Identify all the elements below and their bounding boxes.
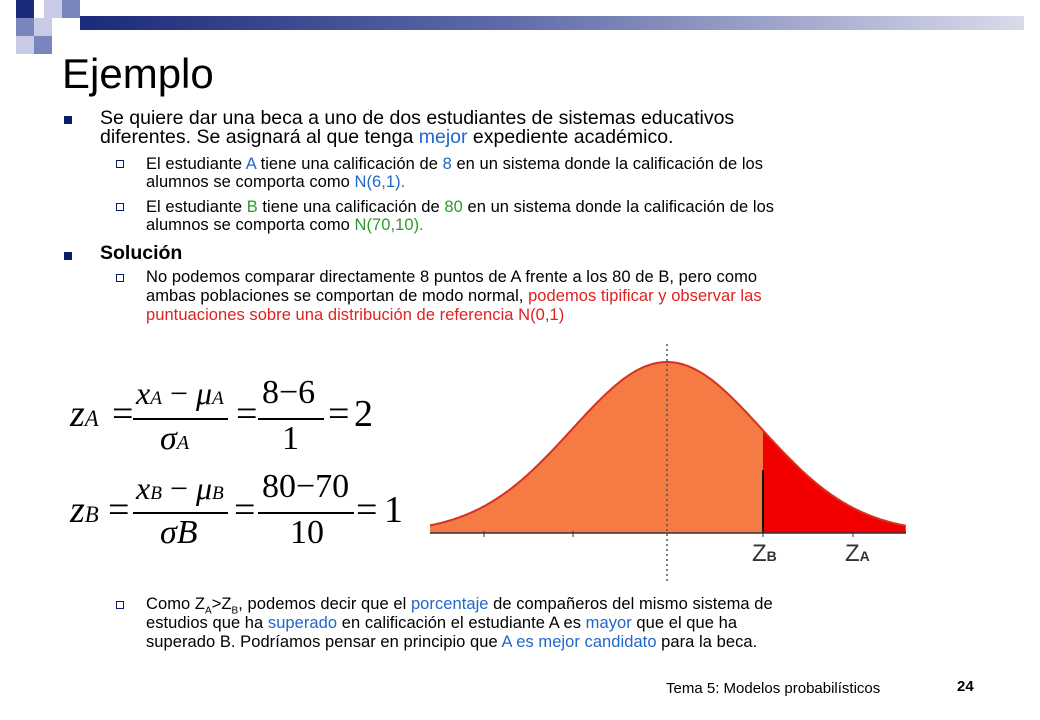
sub-bullet-text: ambas poblaciones se comportan de modo normal, podemos tipificar y observar las bbox=[146, 287, 762, 305]
sub-bullet-text: Como $Z_A>Z_B$, podemos decir que el porcentaje de compañeros del mismo sistema de bbox=[146, 595, 773, 617]
sub-bullet-box bbox=[116, 601, 124, 609]
bullet-text: Se quiere dar una beca a uno de dos estudiantes de sistemas educativos bbox=[100, 107, 735, 129]
footer-text: Tema 5: Modelos probabilísticos bbox=[666, 680, 881, 697]
label-zb: ZB bbox=[752, 540, 777, 567]
bullet-text: diferentes. Se asignará al que tenga mejor expediente académico. bbox=[100, 126, 674, 148]
sub-bullet-text: alumnos se comporta como N(70,10). bbox=[146, 216, 424, 234]
tail-area bbox=[763, 430, 906, 533]
sub-bullet-text: alumnos se comporta como N(6,1). bbox=[146, 173, 406, 191]
sub-bullet-text: estudios que ha superado en calificación el estudiante A es mayor que el que ha bbox=[146, 614, 738, 632]
page-number: 24 bbox=[957, 678, 974, 695]
sub-bullet-text: superado B. Podríamos pensar en principio que A es mejor candidato para la beca. bbox=[146, 633, 758, 651]
slide-title: Ejemplo bbox=[62, 50, 214, 97]
sub-bullet-text: El estudiante A tiene una calificación de 8 en un sistema donde la calificación de los bbox=[146, 155, 764, 173]
label-za: ZA bbox=[845, 540, 870, 567]
sub-bullet-text: El estudiante B tiene una calificación de 80 en un sistema donde la calificación de los bbox=[146, 198, 775, 216]
solution-heading: Solución bbox=[100, 242, 183, 264]
sub-bullet-text: puntuaciones sobre una distribución de referencia N(0,1) bbox=[146, 306, 565, 324]
sub-bullet-text: No podemos comparar directamente 8 puntos de A frente a los 80 de B, pero como bbox=[146, 268, 758, 286]
